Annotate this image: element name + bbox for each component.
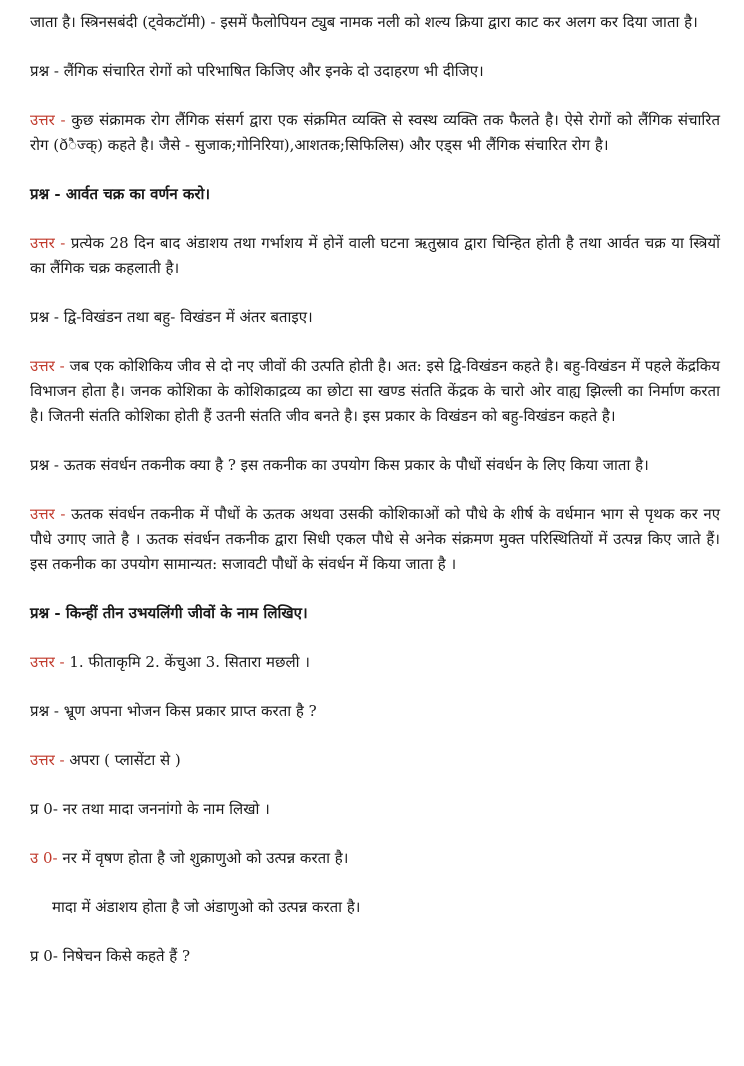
question-text: भ्रूण अपना भोजन किस प्रकार प्राप्त करता है ?: [63, 702, 317, 720]
answer-text: प्रत्येक 28 दिन बाद अंडाशय तथा गर्भाशय में होनें वाली घटना ऋतुस्राव द्वारा चिन्हित होती है तथा आर्वत चक्र या स्त्रियों का लैंगिक चक्र कहलाती है।: [30, 234, 720, 277]
question-text: लैंगिक संचारित रोगों को परिभाषित किजिए और इनके दो उदाहरण भी दीजिए।: [63, 62, 484, 80]
question-text: नर तथा मादा जननांगो के नाम लिखो ।: [62, 800, 270, 818]
question-label: प्रश्न -: [30, 62, 64, 80]
answer-menstrual-cycle: [30, 231, 720, 281]
answer-fission: [30, 354, 720, 429]
question-tissue-culture: [30, 453, 720, 478]
answer-text: अपरा ( प्लासेंटा से ): [69, 751, 181, 769]
answer-std-definition: [30, 108, 720, 158]
answer-text: कुछ संक्रामक रोग लैंगिक संसर्ग द्वारा एक संक्रमित व्यक्ति से स्वस्थ व्यक्ति तक फैलते है। ऐसे रोगों को लैंगिक संचारित रोग (ðैज्क्) कहते है। जैसे - सुजाक;गोनिरिया),आशतक;सिफिलिस) और एड्स भी लैंगिक संचारित रोग है।: [30, 111, 720, 154]
answer-embryo-nutrition: [30, 748, 720, 773]
answer-tissue-culture: [30, 502, 720, 577]
answer-text: ऊतक संवर्धन तकनीक में पौधों के ऊतक अथवा उसकी कोशिकाओं को पौधे के शीर्ष के वर्धमान भाग से पृथक कर नए पौधे उगाए जाते है । ऊतक संवर्धन तकनीक द्वारा सिधी एकल पौधे से अनेक संक्रमण मुक्त परिस्थितियों में उत्पन्न किए जाते हैं। इस तकनीक का उपयोग सामान्यत: सजावटी पौधों के संवर्धन में किया जाता है ।: [30, 505, 721, 573]
answer-label: उत्तर -: [30, 357, 70, 375]
paragraph-text: जाता है। स्त्रिनसबंदी (ट्वेकटॉमी) - इसमें फैलोपियन ट्युब नामक नली को शल्य क्रिया द्वारा काट कर अलग कर दिया जाता है।: [30, 13, 698, 31]
question-text: आर्वत चक्र का वर्णन करो।: [65, 185, 211, 203]
question-std-definition: [30, 59, 720, 84]
answer-text: नर में वृषण होता है जो शुक्राणुओ को उत्पन्न करता है।: [62, 849, 349, 867]
answer-label: उत्तर -: [30, 111, 72, 129]
question-label: प्रश्न -: [30, 308, 64, 326]
paragraph-continuation: [30, 10, 720, 35]
answer-text: मादा में अंडाशय होता है जो अंडाणुओ को उत्पन्न करता है।: [52, 898, 361, 916]
question-label: प्रश्न -: [30, 604, 66, 622]
question-label: प्रश्न -: [30, 456, 64, 474]
question-hermaphrodites: [30, 601, 720, 626]
answer-hermaphrodites: [30, 650, 720, 675]
question-text: ऊतक संवर्धन तकनीक क्या है ? इस तकनीक का उपयोग किस प्रकार के पौधों संवर्धन के लिए किया जाता है।: [63, 456, 649, 474]
answer-text: 1. फीताकृमि 2. केंचुआ 3. सितारा मछली ।: [69, 653, 310, 671]
question-label: प्रश्न -: [30, 185, 66, 203]
question-text: निषेचन किसे कहते हैं ?: [62, 947, 191, 965]
answer-label: उत्तर -: [30, 505, 72, 523]
answer-reproductive-organs: [30, 846, 720, 871]
question-fission: [30, 305, 720, 330]
answer-continuation: [30, 895, 720, 920]
document-page: [30, 10, 720, 969]
answer-label: उत्तर -: [30, 234, 71, 252]
answer-text: जब एक कोशिकिय जीव से दो नए जीवों की उत्पति होती है। अत: इसे द्वि-विखंडन कहते है। बहु-विखंडन में पहले केंद्रकिय विभाजन होता है। जनक कोशिका के कोशिकाद्रव्य का छोटा सा खण्ड संतति केंद्रक के चारो ओर वाह्य झिल्ली का निर्माण करता है। जितनी संतति कोशिका होती हैं उतनी संतति जीव बनते है। इस प्रकार के विखंडन को बहु-विखंडन कहते है।: [30, 357, 720, 425]
question-embryo-nutrition: [30, 699, 720, 724]
question-reproductive-organs: [30, 797, 720, 822]
question-text: किन्हीं तीन उभयलिंगी जीवों के नाम लिखिए।: [65, 604, 308, 622]
question-text: द्वि-विखंडन तथा बहु- विखंडन में अंतर बताइए।: [63, 308, 313, 326]
question-label: प्र 0-: [30, 947, 63, 965]
question-menstrual-cycle: [30, 182, 720, 207]
answer-label: उ 0-: [30, 849, 63, 867]
answer-label: उत्तर -: [30, 653, 70, 671]
question-label: प्रश्न -: [30, 702, 64, 720]
answer-label: उत्तर -: [30, 751, 70, 769]
question-label: प्र 0-: [30, 800, 63, 818]
question-fertilization: [30, 944, 720, 969]
